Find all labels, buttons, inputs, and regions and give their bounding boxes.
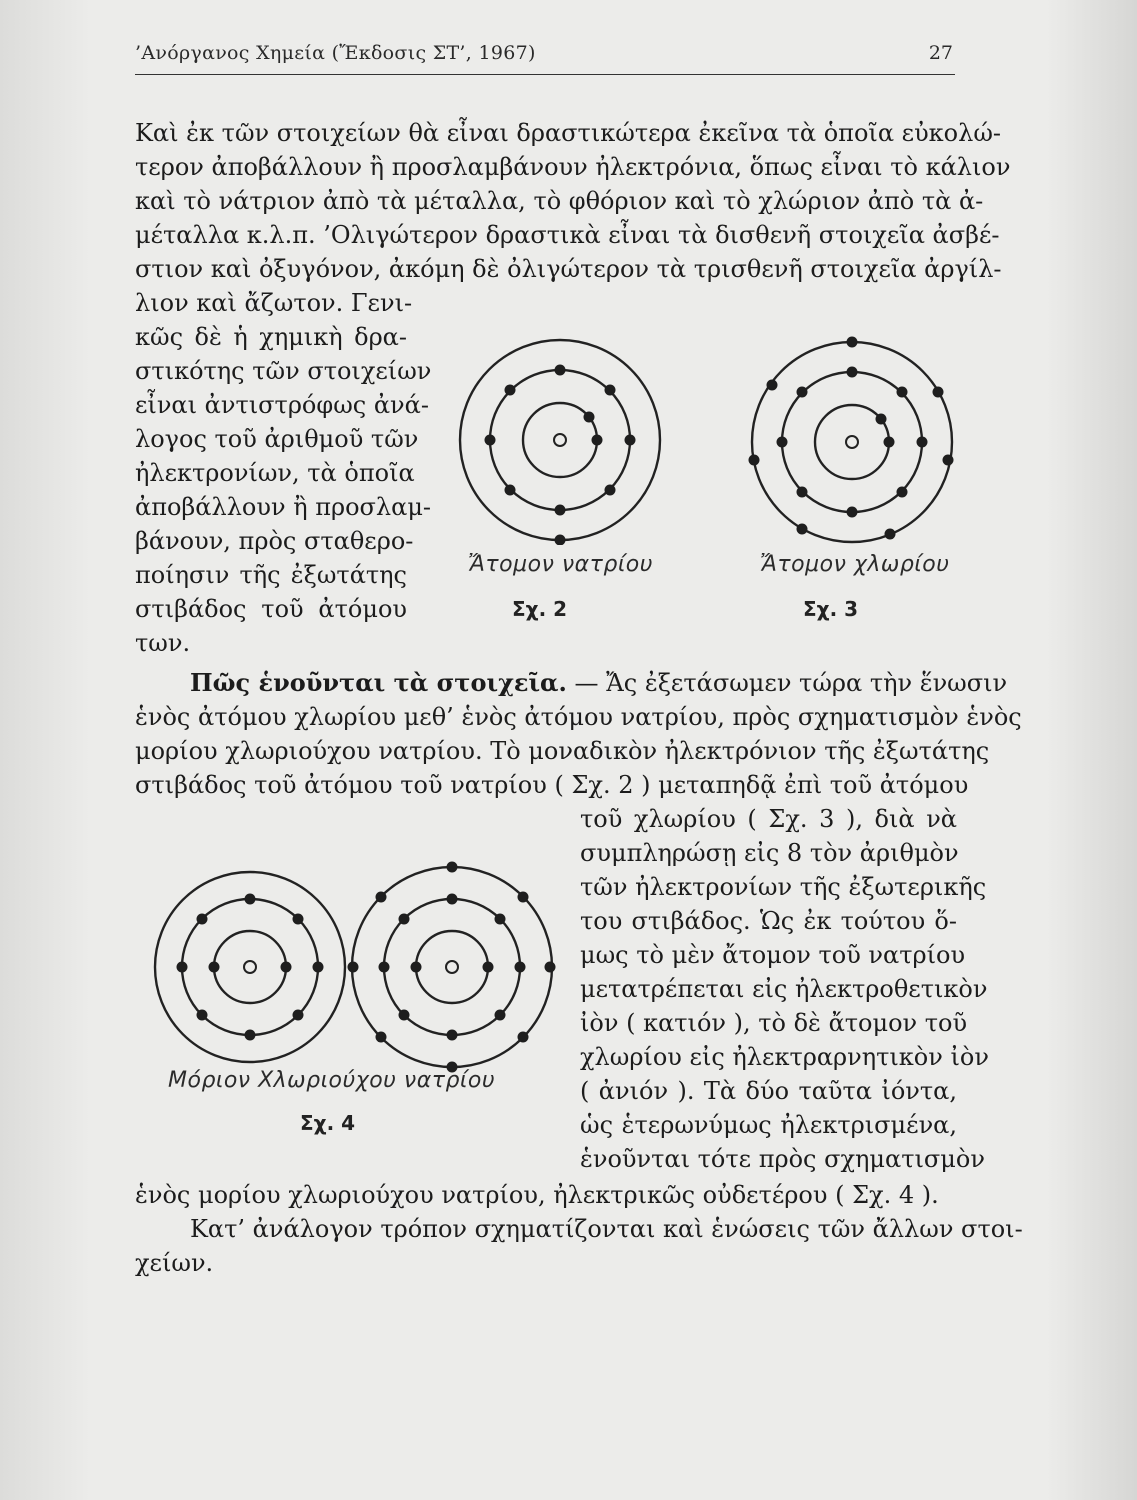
electron (592, 435, 603, 446)
electron (313, 962, 324, 973)
electron (605, 485, 616, 496)
section-heading: Πῶς ἑνοῦνται τὰ στοιχεῖα. (190, 668, 567, 697)
electron (518, 1032, 529, 1043)
electron (767, 380, 778, 391)
nucleus (244, 961, 256, 973)
running-head-title: ’Ανόργανος Χημεία (Ἔκδοσις ΣΤ’, 1967) (135, 42, 536, 64)
electron (917, 437, 928, 448)
electron (376, 892, 387, 903)
inner-shell (214, 931, 286, 1003)
electron (245, 1030, 256, 1041)
electron (348, 962, 359, 973)
figure-label: Σχ. 3 (803, 597, 859, 621)
text-line: στιον καὶ ὀξυγόνον, ἀκόμη δὲ ὀλιγώτερον τὰ τρισθενῆ στοιχεῖα ἀργίλ- (135, 255, 1002, 283)
electron (885, 529, 896, 540)
text-line: στιβάδος τοῦ ἀτόμου τοῦ νατρίου ( Σχ. 2 ) μεταπηδᾷ ἐπὶ τοῦ ἀτόμου (135, 771, 969, 799)
electron (897, 387, 908, 398)
electron (749, 455, 760, 466)
text-line: στικότης τῶν στοιχείων (135, 357, 432, 385)
page-number: 27 (928, 42, 953, 64)
text-line: χείων. (135, 1249, 214, 1277)
electron (399, 914, 410, 925)
electron (447, 862, 458, 873)
electron (485, 435, 496, 446)
electron (797, 387, 808, 398)
text-line: των. (135, 629, 191, 657)
nucleus (846, 436, 858, 448)
text-line: χλωρίου εἰς ἠλεκτραρνητικὸν ἰὸν (580, 1043, 989, 1071)
electron (518, 892, 529, 903)
electron (933, 387, 944, 398)
text-line: ἑνὸς ἀτόμου χλωρίου μεθ’ ἑνὸς ἀτόμου νατρίου, πρὸς σχηματισμὸν ἑνὸς (135, 703, 1022, 731)
text-line: βάνουν, πρὸς σταθερο- (135, 527, 414, 555)
text-line: ἠλεκτρονίων, τὰ ὁποῖα (135, 459, 415, 487)
electron (293, 1010, 304, 1021)
figure-label: Σχ. 2 (512, 597, 568, 621)
text-line: λογος τοῦ ἀριθμοῦ τῶν (135, 425, 419, 453)
electron (847, 507, 858, 518)
running-head (135, 40, 955, 75)
text-line: εἶναι ἀντιστρόφως ἀνά- (135, 391, 429, 419)
text-line: μως τὸ μὲν ἄτομον τοῦ νατρίου (580, 941, 966, 969)
electron (447, 894, 458, 905)
electron (797, 524, 808, 535)
electron (379, 962, 390, 973)
electron (177, 962, 188, 973)
figure-caption: Ἄτομον χλωρίου (760, 552, 950, 577)
text-line: τοῦ χλωρίου ( Σχ. 3 ), διὰ νὰ (580, 805, 957, 833)
electron (209, 962, 220, 973)
electron (897, 487, 908, 498)
electron (483, 962, 494, 973)
text-line: μέταλλα κ.λ.π. ’Ολιγώτερον δραστικὰ εἶναι τὰ δισθενῆ στοιχεῖα ἀσβέ- (135, 221, 1000, 249)
electron (884, 437, 895, 448)
electron (293, 914, 304, 925)
electron (876, 414, 887, 425)
electron (777, 437, 788, 448)
nucleus (554, 434, 566, 446)
text-line: ( ἀνιόν ). Τὰ δύο ταῦτα ἰόντα, (580, 1077, 957, 1105)
text-line: λιον καὶ ἄζωτον. Γενι- (135, 289, 413, 317)
electron (515, 962, 526, 973)
electron (245, 894, 256, 905)
text-line: ποίησιν τῆς ἐξωτάτης (135, 561, 407, 589)
text-line: μορίου χλωριούχου νατρίου. Τὸ μοναδικὸν ἠλεκτρόνιον τῆς ἐξωτάτης (135, 737, 990, 765)
text-line: Καὶ ἐκ τῶν στοιχείων θὰ εἶναι δραστικώτερα ἐκεῖνα τὰ ὁποῖα εὐκολώ- (135, 119, 1002, 147)
text-line: τερον ἀποβάλλουν ἢ προσλαμβάνουν ἠλεκτρόνια, ὅπως εἶναι τὸ κάλιον (135, 153, 1011, 181)
electron (411, 962, 422, 973)
text-line: του στιβάδος. Ὡς ἐκ τούτου ὅ- (580, 907, 957, 935)
electron (847, 367, 858, 378)
text-line: ἑνοῦνται τότε πρὸς σχηματισμὸν (580, 1145, 985, 1173)
electron (281, 962, 292, 973)
text-line: συμπληρώσῃ εἰς 8 τὸν ἀριθμὸν (580, 839, 959, 867)
text-line: στιβάδος τοῦ ἀτόμου (135, 595, 407, 623)
electron (197, 914, 208, 925)
electron (447, 1030, 458, 1041)
electron (505, 385, 516, 396)
electron (555, 365, 566, 376)
text-line: κῶς δὲ ἡ χημικὴ δρα- (135, 323, 407, 351)
section-heading-line (190, 668, 1007, 698)
text-line: ἀποβάλλουν ἢ προσλαμ- (135, 493, 432, 521)
electron (584, 412, 595, 423)
electron (555, 535, 566, 546)
electron (797, 487, 808, 498)
electron (399, 1010, 410, 1021)
electron (605, 385, 616, 396)
sodium-chloride-molecule-diagram (150, 855, 560, 1080)
text-line: μετατρέπεται εἰς ἠλεκτροθετικὸν (580, 975, 988, 1003)
electron (943, 455, 954, 466)
electron (495, 914, 506, 925)
text-line: ἰὸν ( κατιόν ), τὸ δὲ ἄτομον τοῦ (580, 1009, 968, 1037)
electron (197, 1010, 208, 1021)
text-line: καὶ τὸ νάτριον ἀπὸ τὰ μέταλλα, τὸ φθόριον καὶ τὸ χλώριον ἀπὸ τὰ ἀ- (135, 187, 984, 215)
nucleus (446, 961, 458, 973)
electron (545, 962, 556, 973)
electron (847, 337, 858, 348)
figure-caption: Μόριον Χλωριούχου νατρίου (168, 1068, 496, 1093)
electron (625, 435, 636, 446)
text-line: ὡς ἑτερωνύμως ἠλεκτρισμένα, (580, 1111, 957, 1139)
electron (505, 485, 516, 496)
text-line: τῶν ἠλεκτρονίων τῆς ἐξωτερικῆς (580, 873, 987, 901)
sodium-atom-diagram (455, 335, 665, 545)
section-heading-continuation: — Ἄς ἐξετάσωμεν τώρα τὴν ἕνωσιν (566, 669, 1008, 697)
chlorine-atom-diagram (745, 335, 959, 549)
inner-shell (416, 931, 488, 1003)
text-line: ἑνὸς μορίου χλωριούχου νατρίου, ἠλεκτρικῶς οὐδετέρου ( Σχ. 4 ). (135, 1181, 939, 1209)
electron (376, 1032, 387, 1043)
electron (555, 505, 566, 516)
electron (495, 1010, 506, 1021)
figure-label: Σχ. 4 (300, 1111, 356, 1135)
figure-caption: Ἄτομον νατρίου (468, 552, 653, 577)
text-line: Κατ’ ἀνάλογον τρόπον σχηματίζονται καὶ ἑνώσεις τῶν ἄλλων στοι- (190, 1215, 1023, 1243)
